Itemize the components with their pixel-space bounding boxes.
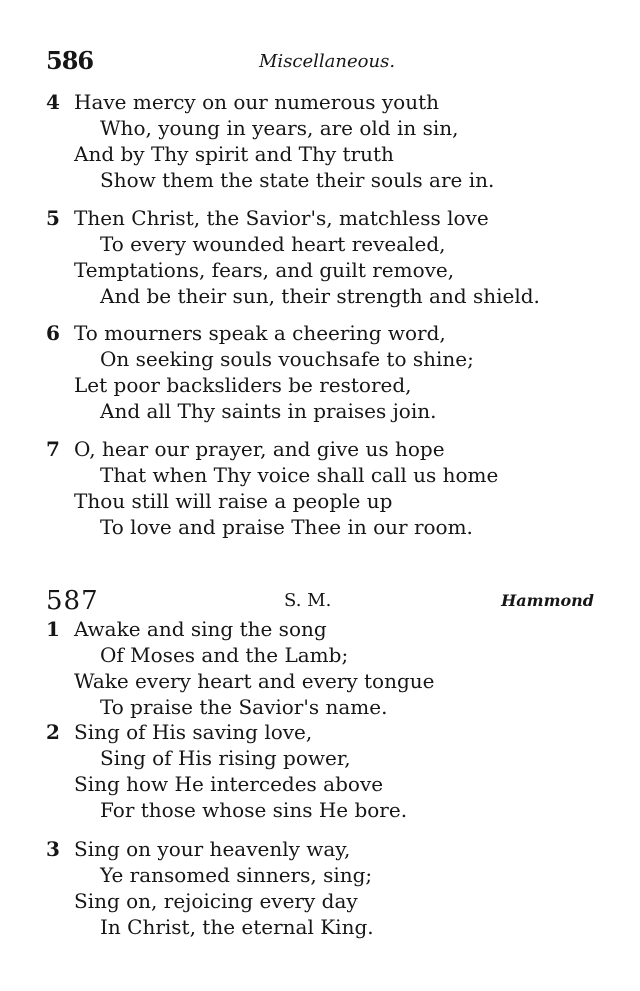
verse-line-text: To praise the Savior's name. xyxy=(100,695,388,719)
stanza-number: 3 xyxy=(46,837,60,861)
stanza-line xyxy=(46,694,606,720)
stanza-line xyxy=(46,398,606,424)
verse-line-text: That when Thy voice shall call us home xyxy=(100,463,499,487)
stanza-line xyxy=(46,115,606,141)
verse-line-text: In Christ, the eternal King. xyxy=(100,915,374,939)
stanza-line xyxy=(46,205,606,231)
verse-line-text: Ye ransomed sinners, sing; xyxy=(100,863,373,887)
stanza-line xyxy=(46,320,606,346)
stanza-line xyxy=(46,346,606,372)
stanza-number: 5 xyxy=(46,206,60,230)
verse-line-text: Show them the state their souls are in. xyxy=(100,168,495,192)
verse-line-text: Let poor backsliders be restored, xyxy=(74,373,412,397)
stanza-line xyxy=(46,436,606,462)
running-head: Miscellaneous. xyxy=(259,51,396,72)
verse-line-text: To every wounded heart revealed, xyxy=(100,232,446,256)
verse-line-text: Wake every heart and every tongue xyxy=(74,669,435,693)
stanza-line xyxy=(46,257,606,283)
stanza-number: 2 xyxy=(46,720,60,744)
verse-line-text: O, hear our prayer, and give us hope xyxy=(74,437,445,461)
stanza-4 xyxy=(46,89,606,193)
stanza-3 xyxy=(46,836,606,940)
stanza-line xyxy=(46,283,606,309)
verse-line-text: And all Thy saints in praises join. xyxy=(100,399,437,423)
stanza-7 xyxy=(46,436,606,540)
hymn-tune: Hammond xyxy=(501,591,594,610)
verse-line-text: And be their sun, their strength and shield. xyxy=(100,284,540,308)
stanza-number: 6 xyxy=(46,321,60,345)
verse-line-text: Of Moses and the Lamb; xyxy=(100,643,349,667)
stanza-line xyxy=(46,668,606,694)
verse-line-text: To mourners speak a cheering word, xyxy=(74,321,446,345)
verse-line-text: And by Thy spirit and Thy truth xyxy=(74,142,394,166)
verse-line-text: On seeking souls vouchsafe to shine; xyxy=(100,347,474,371)
stanza-line xyxy=(46,771,606,797)
hymn-number: 587 xyxy=(46,586,99,616)
page-number: 586 xyxy=(46,46,94,75)
stanza-line xyxy=(46,488,606,514)
verse-line-text: Sing on your heavenly way, xyxy=(74,837,351,861)
stanza-number: 4 xyxy=(46,90,60,114)
verse-line-text: Sing how He intercedes above xyxy=(74,772,384,796)
stanza-1 xyxy=(46,616,606,720)
stanza-line xyxy=(46,914,606,940)
verse-line-text: Sing of His saving love, xyxy=(74,720,313,744)
stanza-line xyxy=(46,745,606,771)
stanza-line xyxy=(46,462,606,488)
stanza-2 xyxy=(46,719,606,823)
stanza-number: 7 xyxy=(46,437,60,461)
stanza-line xyxy=(46,836,606,862)
verse-line-text: Temptations, fears, and guilt remove, xyxy=(74,258,455,282)
page-header xyxy=(46,46,590,76)
verse-line-text: Awake and sing the song xyxy=(74,617,327,641)
hymn-meter: S. M. xyxy=(284,590,332,611)
stanza-6 xyxy=(46,320,606,424)
verse-line-text: To love and praise Thee in our room. xyxy=(100,515,473,539)
verse-line-text: Sing of His rising power, xyxy=(100,746,351,770)
stanza-line xyxy=(46,719,606,745)
verse-line-text: Sing on, rejoicing every day xyxy=(74,889,358,913)
stanza-5 xyxy=(46,205,606,309)
verse-line-text: Then Christ, the Savior's, matchless love xyxy=(74,206,489,230)
verse-line-text: Who, young in years, are old in sin, xyxy=(100,116,459,140)
stanza-line xyxy=(46,797,606,823)
stanza-line xyxy=(46,514,606,540)
verse-line-text: Thou still will raise a people up xyxy=(74,489,393,513)
verse-line-text: Have mercy on our numerous youth xyxy=(74,90,439,114)
stanza-line xyxy=(46,862,606,888)
stanza-line xyxy=(46,231,606,257)
stanza-line xyxy=(46,167,606,193)
verse-line-text: For those whose sins He bore. xyxy=(100,798,408,822)
stanza-line xyxy=(46,89,606,115)
stanza-line xyxy=(46,642,606,668)
stanza-line xyxy=(46,616,606,642)
stanza-line xyxy=(46,372,606,398)
stanza-line xyxy=(46,888,606,914)
hymn-header xyxy=(46,586,594,616)
stanza-number: 1 xyxy=(46,617,60,641)
stanza-line xyxy=(46,141,606,167)
